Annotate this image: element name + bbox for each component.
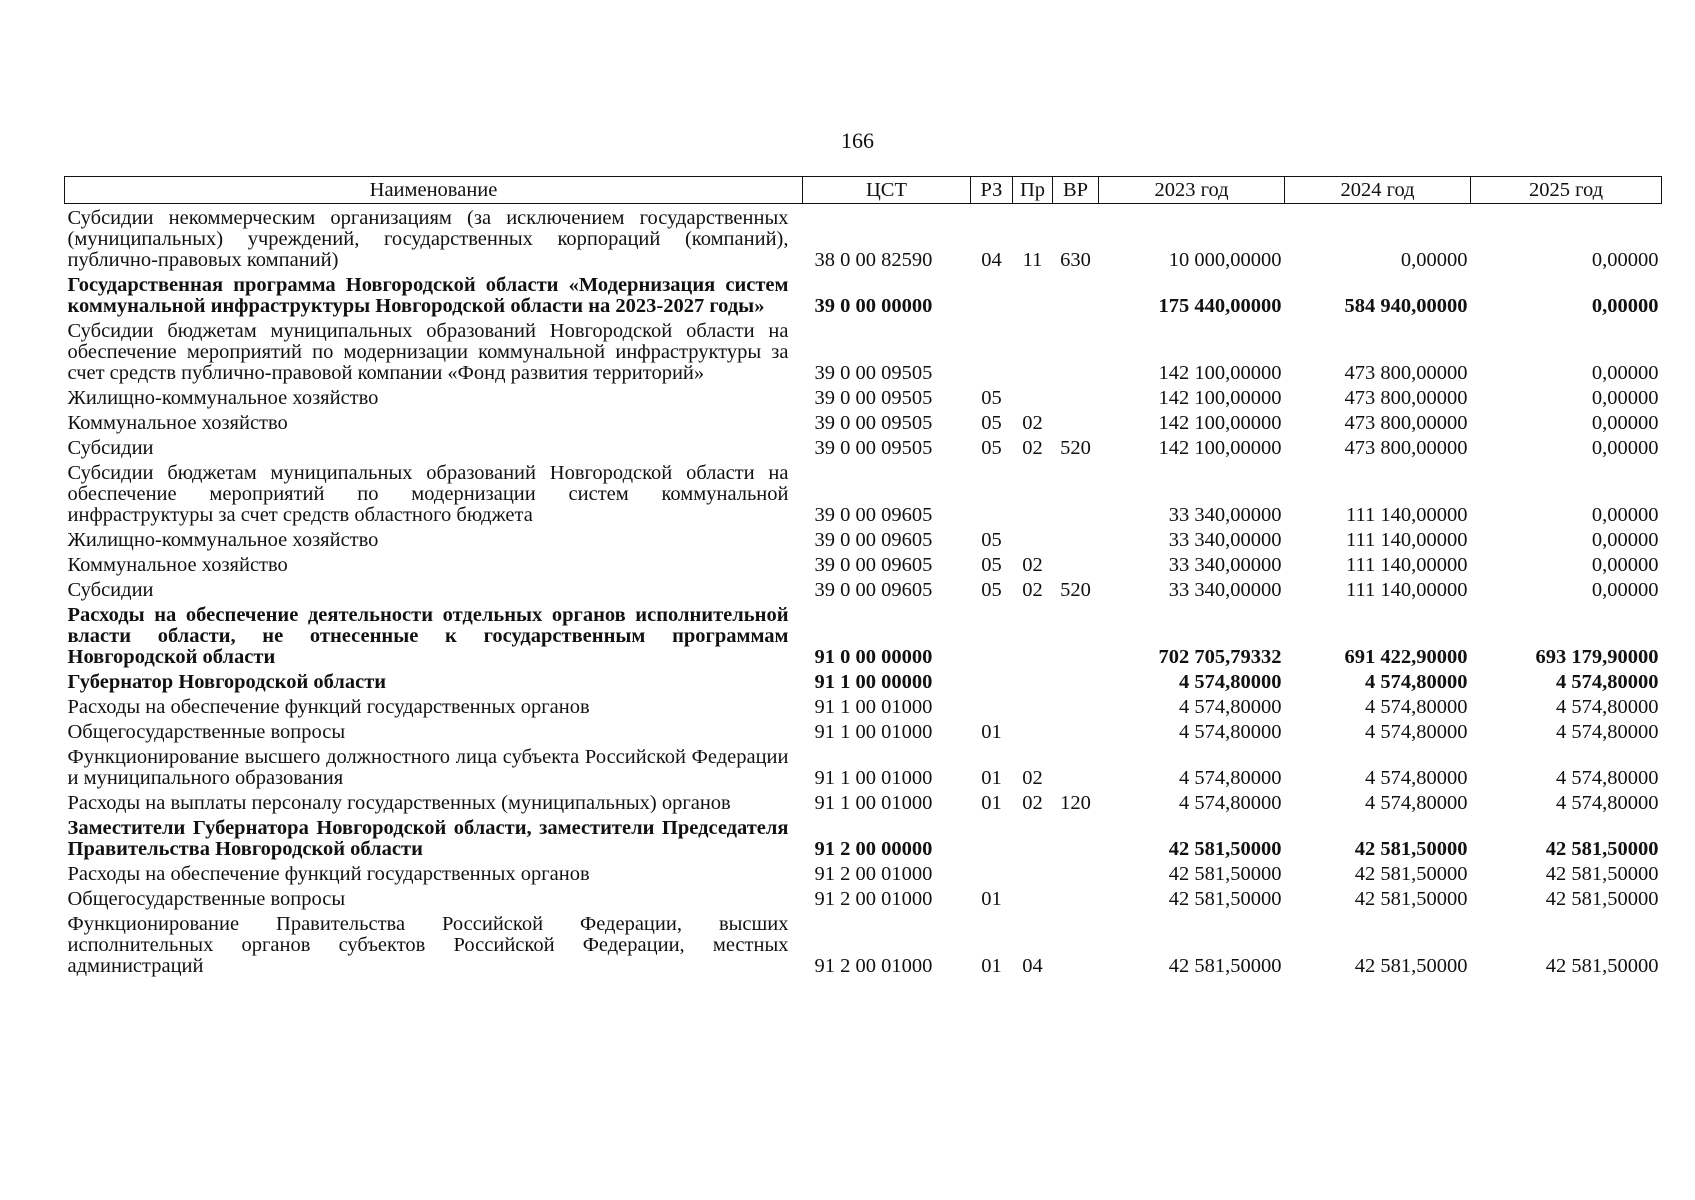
row-rz [971,668,1013,693]
row-cst: 91 1 00 01000 [814,696,933,718]
row-rz: 05 [981,412,1002,434]
row-2025: 4 574,80000 [1556,721,1659,743]
row-name: Функционирование высшего должностного лица субъекта Российской Федерации и муниципального образования [67,746,789,789]
row-cst: 91 1 00 01000 [814,767,933,789]
row-2025: 42 581,50000 [1545,888,1659,910]
row-2024: 4 574,80000 [1365,767,1468,789]
row-vr [1053,409,1099,434]
row-cst: 38 0 00 82590 [814,249,933,271]
table-row [65,551,1662,576]
row-rz: 04 [981,249,1002,271]
row-name: Общегосударственные вопросы [67,888,346,910]
row-name: Расходы на обеспечение функций государственных органов [67,696,590,718]
row-rz [971,459,1013,526]
row-name: Общегосударственные вопросы [67,721,346,743]
row-cst: 91 0 00 00000 [814,646,933,668]
row-2024: 42 581,50000 [1354,838,1468,860]
table-row [65,885,1662,910]
row-2023: 33 340,00000 [1168,579,1282,601]
row-name: Субсидии [67,437,154,459]
row-2025: 693 179,90000 [1535,646,1659,668]
row-2023: 142 100,00000 [1158,387,1282,409]
row-vr [1053,551,1099,576]
row-name: Губернатор Новгородской области [67,671,387,693]
table-row [65,434,1662,459]
row-2024: 111 140,00000 [1346,529,1468,551]
row-2024: 691 422,90000 [1344,646,1468,668]
row-rz [971,693,1013,718]
row-2024: 4 574,80000 [1365,696,1468,718]
row-2025: 42 581,50000 [1545,955,1659,977]
row-2023: 142 100,00000 [1158,412,1282,434]
row-2023: 702 705,79332 [1158,646,1282,668]
column-header-2024: 2024 год [1285,177,1471,204]
row-name: Расходы на обеспечение функций государственных органов [67,863,590,885]
row-vr [1053,693,1099,718]
row-pr [1013,693,1053,718]
table-row [65,910,1662,977]
row-cst: 39 0 00 09505 [814,387,933,409]
row-2025: 0,00000 [1591,437,1659,459]
row-cst: 39 0 00 09605 [814,554,933,576]
row-2025: 0,00000 [1591,387,1659,409]
row-cst: 39 0 00 09605 [814,504,933,526]
row-pr: 02 [1022,554,1043,576]
table-body [65,204,1662,978]
row-cst: 91 1 00 01000 [814,721,933,743]
column-header-2023: 2023 год [1099,177,1285,204]
row-name: Жилищно-коммунальное хозяйство [67,529,379,551]
row-cst: 39 0 00 09605 [814,529,933,551]
table-row [65,459,1662,526]
budget-table [64,176,1662,977]
row-2025: 0,00000 [1591,249,1659,271]
row-name: Субсидии некоммерческим организациям (за исключением государственных (муниципальных) учреждений, государственных корпораций (компаний), публично-правовых компаний) [67,207,789,271]
row-cst: 39 0 00 09605 [814,579,933,601]
row-cst: 39 0 00 09505 [814,362,933,384]
row-vr [1053,860,1099,885]
row-pr [1013,317,1053,384]
row-vr [1053,317,1099,384]
row-2023: 33 340,00000 [1168,554,1282,576]
table-row [65,743,1662,789]
row-name: Государственная программа Новгородской области «Модернизация систем коммунальной инфраструктуры Новгородской области на 2023-2027 годы» [67,274,789,317]
row-pr [1013,526,1053,551]
row-2024: 473 800,00000 [1344,362,1468,384]
row-cst: 91 2 00 01000 [814,863,933,885]
row-cst: 39 0 00 09505 [814,412,933,434]
row-name: Заместители Губернатора Новгородской области, заместители Председателя Правительства Новгородской области [67,817,789,860]
table-row [65,668,1662,693]
row-rz: 05 [981,579,1002,601]
row-2025: 0,00000 [1591,295,1659,317]
row-2024: 42 581,50000 [1354,888,1468,910]
row-2023: 175 440,00000 [1158,295,1282,317]
row-vr [1053,910,1099,977]
table-row [65,271,1662,317]
table-row [65,693,1662,718]
row-cst: 91 1 00 00000 [814,671,933,693]
row-2023: 42 581,50000 [1168,863,1282,885]
row-2024: 4 574,80000 [1365,792,1468,814]
row-name: Коммунальное хозяйство [67,412,288,434]
row-2025: 0,00000 [1591,529,1659,551]
row-rz [971,601,1013,668]
row-name: Субсидии бюджетам муниципальных образований Новгородской области на обеспечение мероприятий по модернизации коммунальной инфраструктуры за счет средств публично-правовой компании «Фонд развития территорий» [67,320,789,384]
row-rz [971,271,1013,317]
row-2025: 0,00000 [1591,362,1659,384]
row-pr: 02 [1022,412,1043,434]
row-vr: 520 [1060,579,1091,601]
row-name: Функционирование Правительства Российской Федерации, высших исполнительных органов субъектов Российской Федерации, местных администраций [67,913,789,977]
row-vr [1053,885,1099,910]
row-2024: 111 140,00000 [1346,579,1468,601]
row-cst: 91 2 00 01000 [814,888,933,910]
column-header-name: Наименование [65,177,803,204]
row-pr [1013,885,1053,910]
row-name: Коммунальное хозяйство [67,554,288,576]
row-vr [1053,526,1099,551]
table-row [65,789,1662,814]
row-name: Расходы на выплаты персоналу государственных (муниципальных) органов [67,792,731,814]
row-rz: 01 [981,955,1002,977]
row-2023: 142 100,00000 [1158,362,1282,384]
row-2024: 473 800,00000 [1344,437,1468,459]
row-2024: 111 140,00000 [1346,504,1468,526]
row-rz: 05 [981,529,1002,551]
row-2025: 42 581,50000 [1545,838,1659,860]
row-2024: 0,00000 [1400,249,1468,271]
table-row [65,601,1662,668]
row-2023: 4 574,80000 [1179,767,1282,789]
row-pr: 11 [1022,249,1043,271]
row-2024: 473 800,00000 [1344,412,1468,434]
table-row [65,718,1662,743]
row-2023: 33 340,00000 [1168,504,1282,526]
row-2024: 42 581,50000 [1354,955,1468,977]
row-2023: 4 574,80000 [1179,671,1282,693]
row-2023: 10 000,00000 [1168,249,1282,271]
table-header-row [65,177,1662,204]
row-2023: 4 574,80000 [1179,792,1282,814]
row-rz [971,860,1013,885]
row-vr [1053,601,1099,668]
row-2023: 42 581,50000 [1168,838,1282,860]
row-name: Жилищно-коммунальное хозяйство [67,387,379,409]
row-2023: 33 340,00000 [1168,529,1282,551]
row-vr [1053,271,1099,317]
table-row [65,384,1662,409]
row-vr [1053,718,1099,743]
row-vr [1053,743,1099,789]
row-2025: 0,00000 [1591,554,1659,576]
row-pr [1013,814,1053,860]
row-pr: 04 [1022,955,1043,977]
row-pr [1013,459,1053,526]
row-rz: 05 [981,437,1002,459]
row-cst: 91 2 00 00000 [814,838,933,860]
row-2025: 4 574,80000 [1556,792,1659,814]
row-rz: 01 [981,792,1002,814]
row-vr [1053,459,1099,526]
row-vr: 520 [1060,437,1091,459]
row-pr: 02 [1022,579,1043,601]
row-pr [1013,601,1053,668]
row-2025: 42 581,50000 [1545,863,1659,885]
row-2025: 0,00000 [1591,504,1659,526]
row-vr [1053,384,1099,409]
row-pr [1013,860,1053,885]
row-2023: 42 581,50000 [1168,888,1282,910]
row-2025: 4 574,80000 [1556,767,1659,789]
row-cst: 39 0 00 00000 [814,295,933,317]
page-number: 166 [841,128,874,153]
row-cst: 39 0 00 09505 [814,437,933,459]
row-2023: 4 574,80000 [1179,696,1282,718]
row-cst: 91 2 00 01000 [814,955,933,977]
row-vr: 120 [1060,792,1091,814]
row-rz: 01 [981,888,1002,910]
table-row [65,409,1662,434]
column-header-2025: 2025 год [1471,177,1662,204]
row-2025: 4 574,80000 [1556,696,1659,718]
row-2024: 42 581,50000 [1354,863,1468,885]
row-vr: 630 [1060,249,1091,271]
column-header-vr: ВР [1053,177,1099,204]
row-2023: 142 100,00000 [1158,437,1282,459]
table-row [65,317,1662,384]
row-2024: 473 800,00000 [1344,387,1468,409]
row-rz: 05 [981,554,1002,576]
row-vr [1053,668,1099,693]
column-header-rz: РЗ [971,177,1013,204]
row-2025: 4 574,80000 [1556,671,1659,693]
row-2024: 111 140,00000 [1346,554,1468,576]
row-pr [1013,718,1053,743]
table-row [65,576,1662,601]
row-pr: 02 [1022,792,1043,814]
row-rz [971,317,1013,384]
row-pr [1013,384,1053,409]
row-pr: 02 [1022,767,1043,789]
row-pr [1013,668,1053,693]
column-header-pr: Пр [1013,177,1053,204]
row-2023: 4 574,80000 [1179,721,1282,743]
row-pr: 02 [1022,437,1043,459]
row-rz: 01 [981,767,1002,789]
row-name: Субсидии бюджетам муниципальных образований Новгородской области на обеспечение мероприятий по модернизации систем коммунальной инфраструктуры за счет средств областного бюджета [67,462,789,526]
row-name: Субсидии [67,579,154,601]
row-2024: 584 940,00000 [1344,295,1468,317]
table-row [65,204,1662,272]
column-header-cst: ЦСТ [803,177,971,204]
table-row [65,526,1662,551]
row-rz: 05 [981,387,1002,409]
row-name: Расходы на обеспечение деятельности отдельных органов исполнительной власти области, не отнесенные к государственным программам Новгородской области [67,604,789,668]
row-vr [1053,814,1099,860]
row-rz [971,814,1013,860]
row-2025: 0,00000 [1591,412,1659,434]
row-2023: 42 581,50000 [1168,955,1282,977]
row-2024: 4 574,80000 [1365,721,1468,743]
row-rz: 01 [981,721,1002,743]
row-pr [1013,271,1053,317]
table-row [65,860,1662,885]
row-2025: 0,00000 [1591,579,1659,601]
row-cst: 91 1 00 01000 [814,792,933,814]
table-row [65,814,1662,860]
row-2024: 4 574,80000 [1365,671,1468,693]
